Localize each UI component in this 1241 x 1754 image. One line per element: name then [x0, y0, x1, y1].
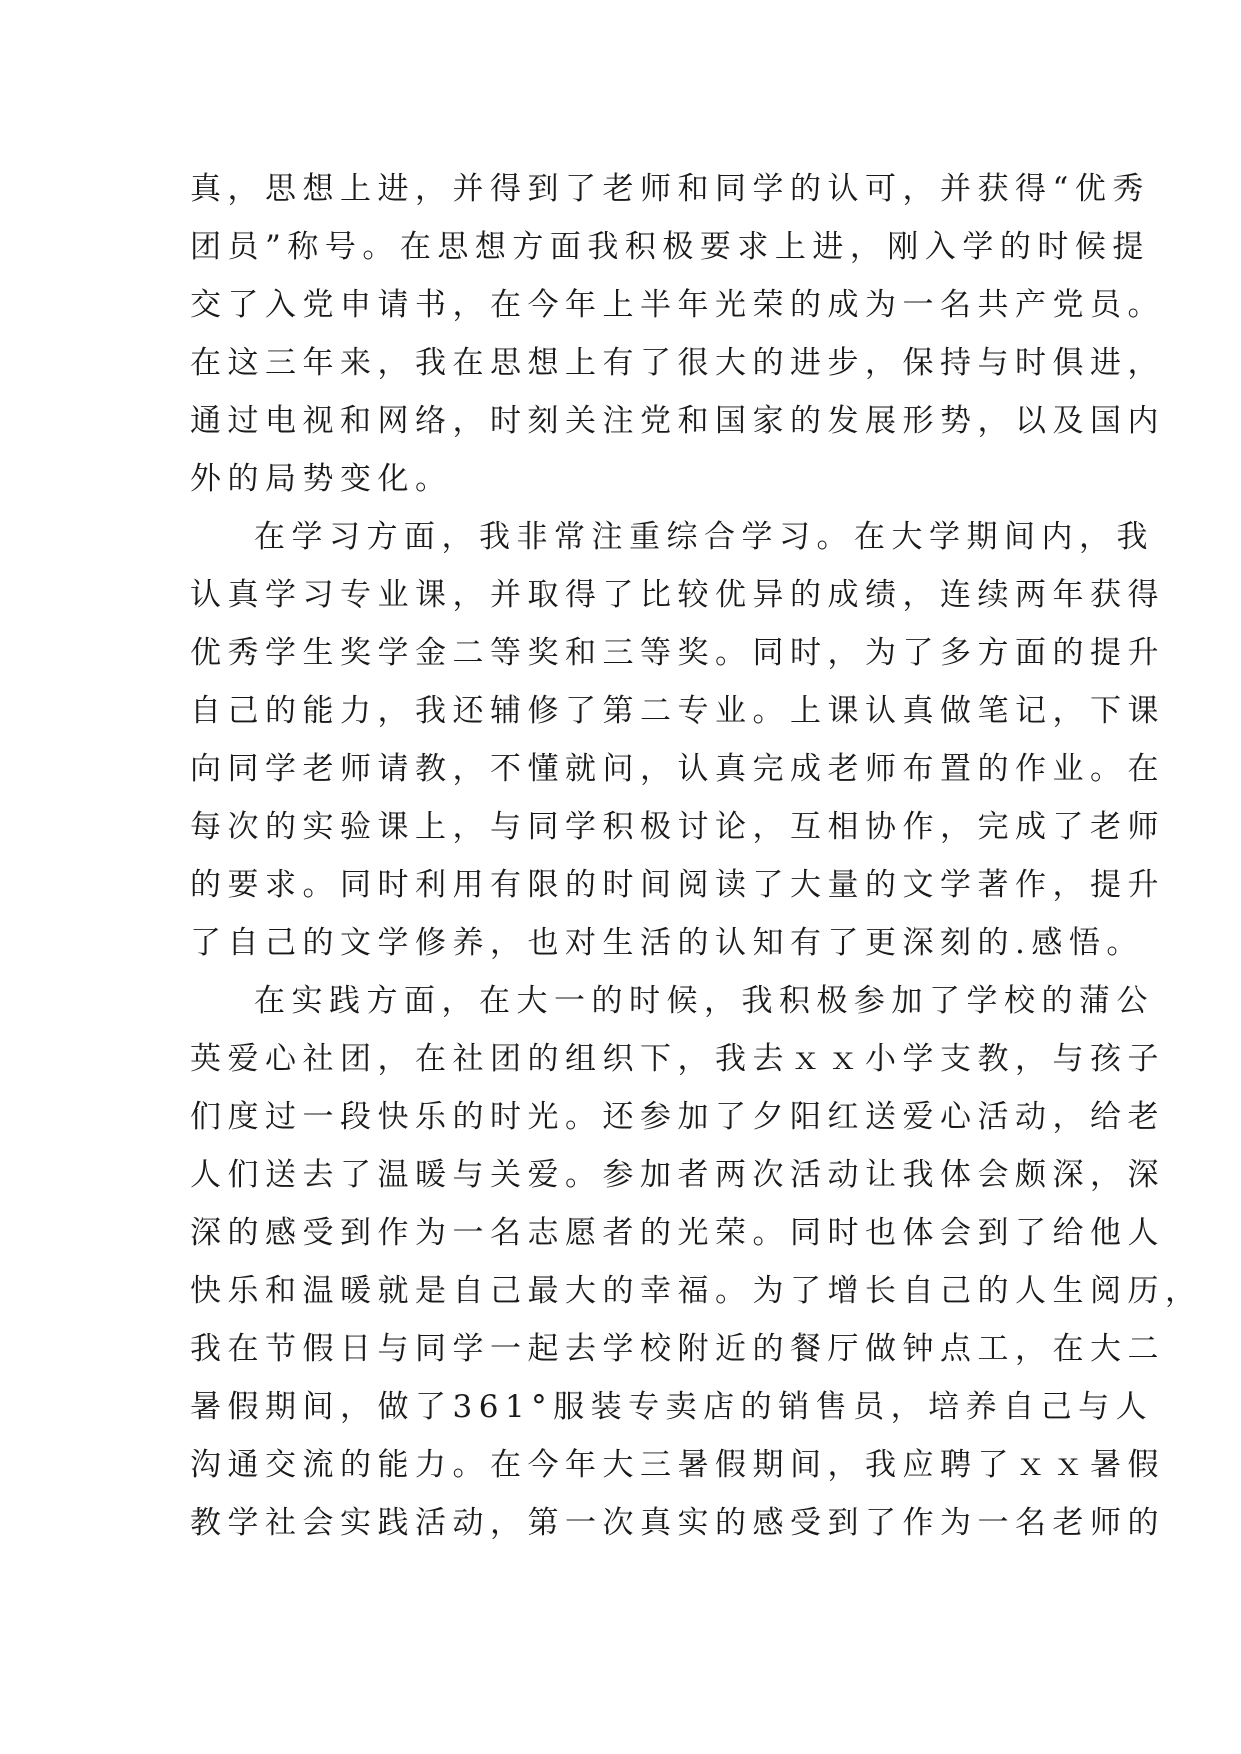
text-line: 优秀学生奖学金二等奖和三等奖。同时，为了多方面的提升 [190, 635, 1165, 671]
text-line: 深的感受到作为一名志愿者的光荣。同时也体会到了给他人 [190, 1215, 1165, 1251]
text-line: 英爱心社团，在社团的组织下，我去ｘｘ小学支教，与孩子 [190, 1041, 1165, 1077]
paragraph-ideology [190, 160, 1165, 508]
text-line: 通过电视和网络，时刻关注党和国家的发展形势，以及国内 [190, 403, 1165, 439]
text-line: 交了入党申请书，在今年上半年光荣的成为一名共产党员。 [190, 287, 1165, 323]
document-body [190, 160, 1203, 1552]
text-line: 外的局势变化。 [190, 461, 453, 497]
text-line: 了自己的文学修养，也对生活的认知有了更深刻的.感悟。 [190, 925, 1144, 961]
text-line: 沟通交流的能力。在今年大三暑假期间，我应聘了ｘｘ暑假 [190, 1447, 1165, 1483]
text-line: 真，思想上进，并得到了老师和同学的认可，并获得“优秀 [190, 171, 1150, 207]
text-line: 在实践方面，在大一的时候，我积极参加了学校的蒲公 [254, 983, 1154, 1019]
text-line: 团员”称号。在思想方面我积极要求上进，刚入学的时候提 [190, 229, 1150, 265]
text-line: 快乐和温暖就是自己最大的幸福。为了增长自己的人生阅历， [190, 1273, 1203, 1309]
text-line: 每次的实验课上，与同学积极讨论，互相协作，完成了老师 [190, 809, 1165, 845]
text-line: 在这三年来，我在思想上有了很大的进步，保持与时俱进， [190, 345, 1165, 381]
text-line: 认真学习专业课，并取得了比较优异的成绩，连续两年获得 [190, 577, 1165, 613]
text-line: 人们送去了温暖与关爱。参加者两次活动让我体会颇深，深 [190, 1157, 1165, 1193]
text-line: 自己的能力，我还辅修了第二专业。上课认真做笔记，下课 [190, 693, 1165, 729]
text-line: 我在节假日与同学一起去学校附近的餐厅做钟点工，在大二 [190, 1331, 1165, 1367]
paragraph-practice [190, 972, 1203, 1552]
paragraph-study [190, 508, 1165, 972]
text-line: 暑假期间，做了361°服装专卖店的销售员，培养自己与人 [190, 1389, 1154, 1425]
text-line: 的要求。同时利用有限的时间阅读了大量的文学著作，提升 [190, 867, 1165, 903]
text-line: 教学社会实践活动，第一次真实的感受到了作为一名老师的 [190, 1505, 1165, 1541]
text-line: 们度过一段快乐的时光。还参加了夕阳红送爱心活动，给老 [190, 1099, 1165, 1135]
text-line: 向同学老师请教，不懂就问，认真完成老师布置的作业。在 [190, 751, 1165, 787]
text-line: 在学习方面，我非常注重综合学习。在大学期间内，我 [254, 519, 1154, 555]
